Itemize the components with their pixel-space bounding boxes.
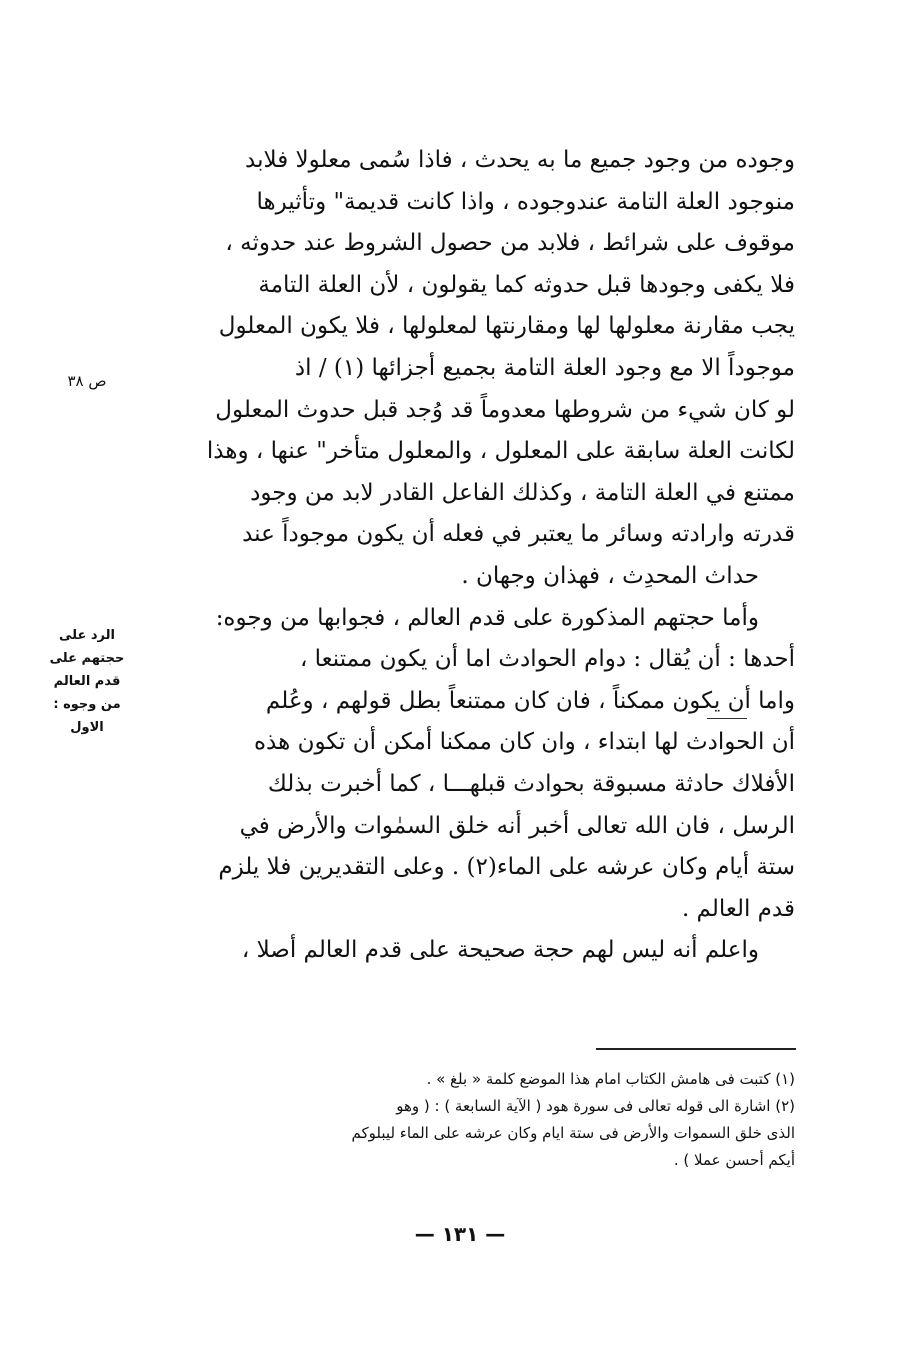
text-line: فلا يكفى وجودها قبل حدوثه كما يقولون ، لأن العلة التامة: [258, 271, 795, 298]
footnotes: [150, 1066, 795, 1174]
text-line: قدم العالم .: [681, 895, 795, 922]
text-line: لكانت العلة سابقة على المعلول ، والمعلول متأخر" عنها ، وهذا: [206, 438, 795, 465]
paragraph-start: واعلم أنه ليس لهم حجة صحيحة على قدم العالم أصلا ،: [241, 937, 759, 964]
text-line: واما أن يكون ممكناً ، فان كان ممتنعاً بطل قولهم ، وعُلم: [265, 687, 795, 714]
margin-line: الرد على: [59, 628, 115, 643]
text-line: ستة أيام وكان عرشه على الماء(٢) . وعلى التقديرين فلا يلزم: [218, 854, 795, 881]
text-line: الأفلاك حادثة مسبوقة بحوادث قبلهـــا ، كما أخبرت بذلك: [267, 770, 795, 797]
margin-page-reference: ص ٣٨: [67, 372, 107, 390]
footnote-separator: [596, 1048, 796, 1050]
footnote-2-continued: الذى خلق السموات والأرض فى ستة ايام وكان عرشه على الماء ليبلوكم: [351, 1124, 795, 1142]
footnote-2-continued: أيكم أحسن عملا ) .: [673, 1151, 795, 1169]
margin-line: الاول: [70, 720, 104, 735]
text-line: موقوف على شرائط ، فلابد من حصول الشروط عند حدوثه ،: [225, 230, 795, 257]
text-line: منوجود العلة التامة عندوجوده ، واذا كانت قديمة" وتأثيرها: [256, 188, 795, 215]
text-line: قدرته وارادته وسائر ما يعتبر في فعله أن يكون موجوداً عند: [242, 521, 795, 548]
text-line: الرسل ، فان الله تعالى أخبر أنه خلق السمٰوات والأرض في: [239, 812, 795, 839]
text-line: لو كان شيء من شروطها معدوماً قد وُجد قبل حدوث المعلول: [215, 396, 795, 423]
text-line: يجب مقارنة معلولها لها ومقارنتها لمعلولها ، فلا يكون المعلول: [218, 313, 795, 340]
text-line: أحدها : أن يُقال : دوام الحوادث اما أن يكون ممتنعا ،: [299, 646, 795, 673]
margin-line: من وجوه :: [53, 697, 121, 712]
footnote-2: (٢) اشارة الى قوله تعالى فى سورة هود ( الآية السابعة ) : ( وهو: [396, 1097, 795, 1115]
text-line: أن الحوادث لها ابتداء ، وان كان ممكنا أمكن أن تكون هذه: [254, 729, 795, 756]
margin-line: حجتهم على: [49, 651, 125, 666]
text-line: موجوداً الا مع وجود العلة التامة بجميع أجزائها (١) / اذ: [294, 354, 795, 381]
text-line: وجوده من وجود جميع ما به يحدث ، فاذا سُمى معلولا فلابد: [245, 147, 795, 173]
margin-side-heading: [46, 624, 128, 739]
margin-line: قدم العالم: [53, 674, 121, 689]
paragraph-start: وأما حجتهم المذكورة على قدم العالم ، فجوابها من وجوه:: [215, 604, 759, 631]
main-text: [150, 140, 795, 972]
text-line: حداث المحدِث ، فهذان وجهان .: [461, 562, 759, 589]
text-line: ممتنع في العلة التامة ، وكذلك الفاعل القادر لابد من وجود: [250, 479, 795, 506]
page-number: — ١٣١ —: [414, 1222, 506, 1246]
underline-mark: [707, 718, 747, 719]
footnote-1: (١) كتبت فى هامش الكتاب امام هذا الموضع كلمة « بلغ » .: [426, 1070, 795, 1088]
